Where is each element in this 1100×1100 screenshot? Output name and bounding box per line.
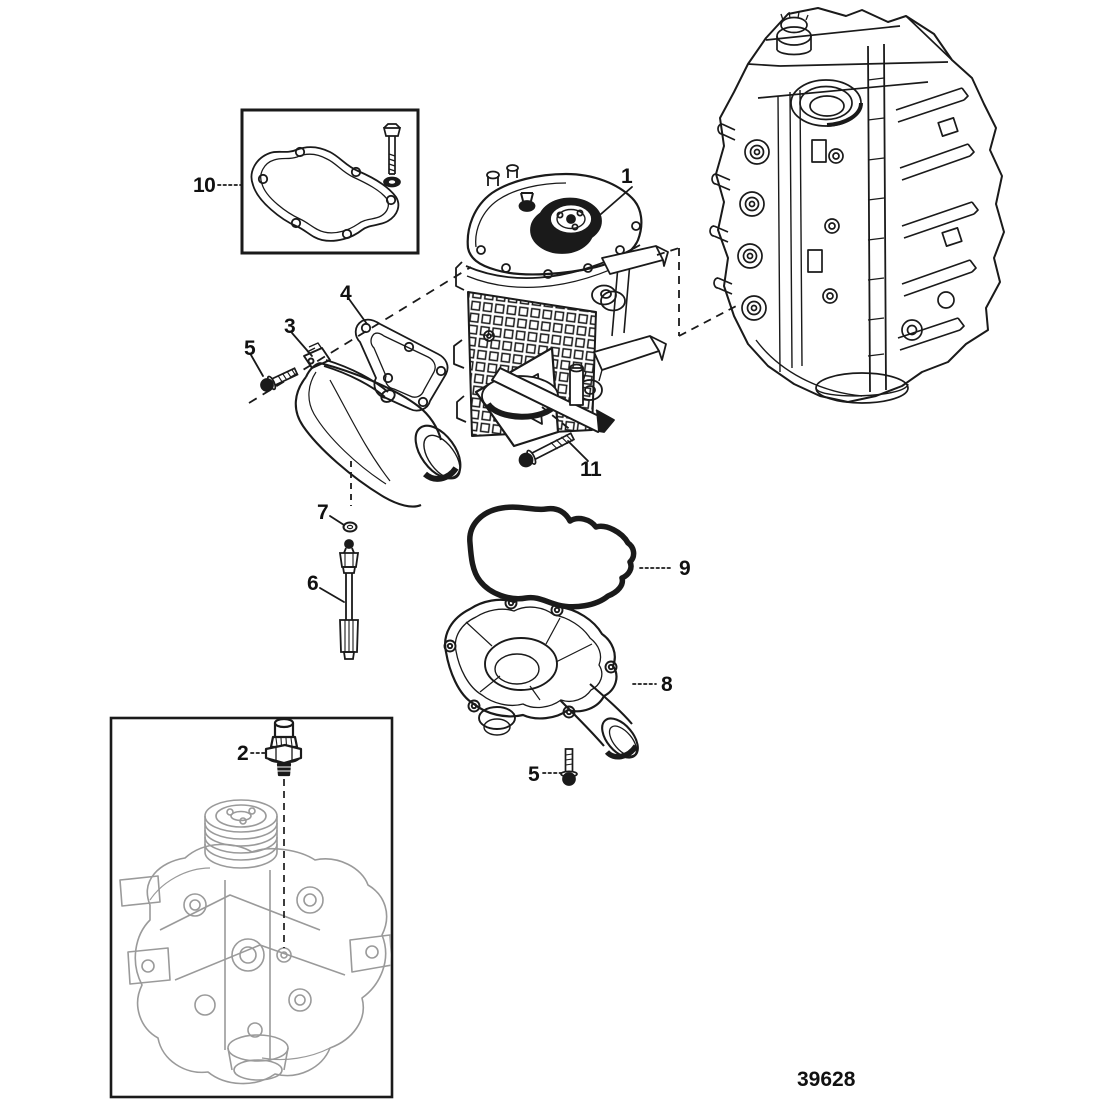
callout-9: 9 xyxy=(679,557,691,580)
callout-10: 10 xyxy=(193,174,216,197)
callout-4: 4 xyxy=(340,282,352,305)
callout-6: 6 xyxy=(307,572,319,595)
seal-9-drawing xyxy=(470,507,634,607)
adaptor-housing-8-drawing xyxy=(445,597,645,764)
faded-engine-drawing xyxy=(120,800,392,1084)
callout-2: 2 xyxy=(237,742,249,765)
figure-number: 39628 xyxy=(797,1068,856,1091)
sensor-2-drawing xyxy=(266,719,301,775)
cylinder-block-drawing xyxy=(710,8,1004,403)
callout-5-lower: 5 xyxy=(528,763,540,786)
bolt-10-drawing xyxy=(384,124,400,187)
callout-3: 3 xyxy=(284,315,296,338)
callout-1: 1 xyxy=(621,165,633,188)
gasket-10-drawing xyxy=(252,147,399,241)
oring-7-drawing xyxy=(344,523,357,532)
inset-box-2 xyxy=(111,718,392,1097)
gasket-4-drawing xyxy=(356,320,448,411)
callout-7: 7 xyxy=(317,501,329,524)
supercharger-assembly-drawing xyxy=(454,165,668,446)
bolt-5-lower-drawing xyxy=(561,749,577,785)
callout-5-upper: 5 xyxy=(244,337,256,360)
callout-11: 11 xyxy=(580,458,602,481)
dipstick-6-drawing xyxy=(340,540,358,659)
bolt-5-upper-drawing xyxy=(259,365,299,394)
callout-8: 8 xyxy=(661,673,673,696)
